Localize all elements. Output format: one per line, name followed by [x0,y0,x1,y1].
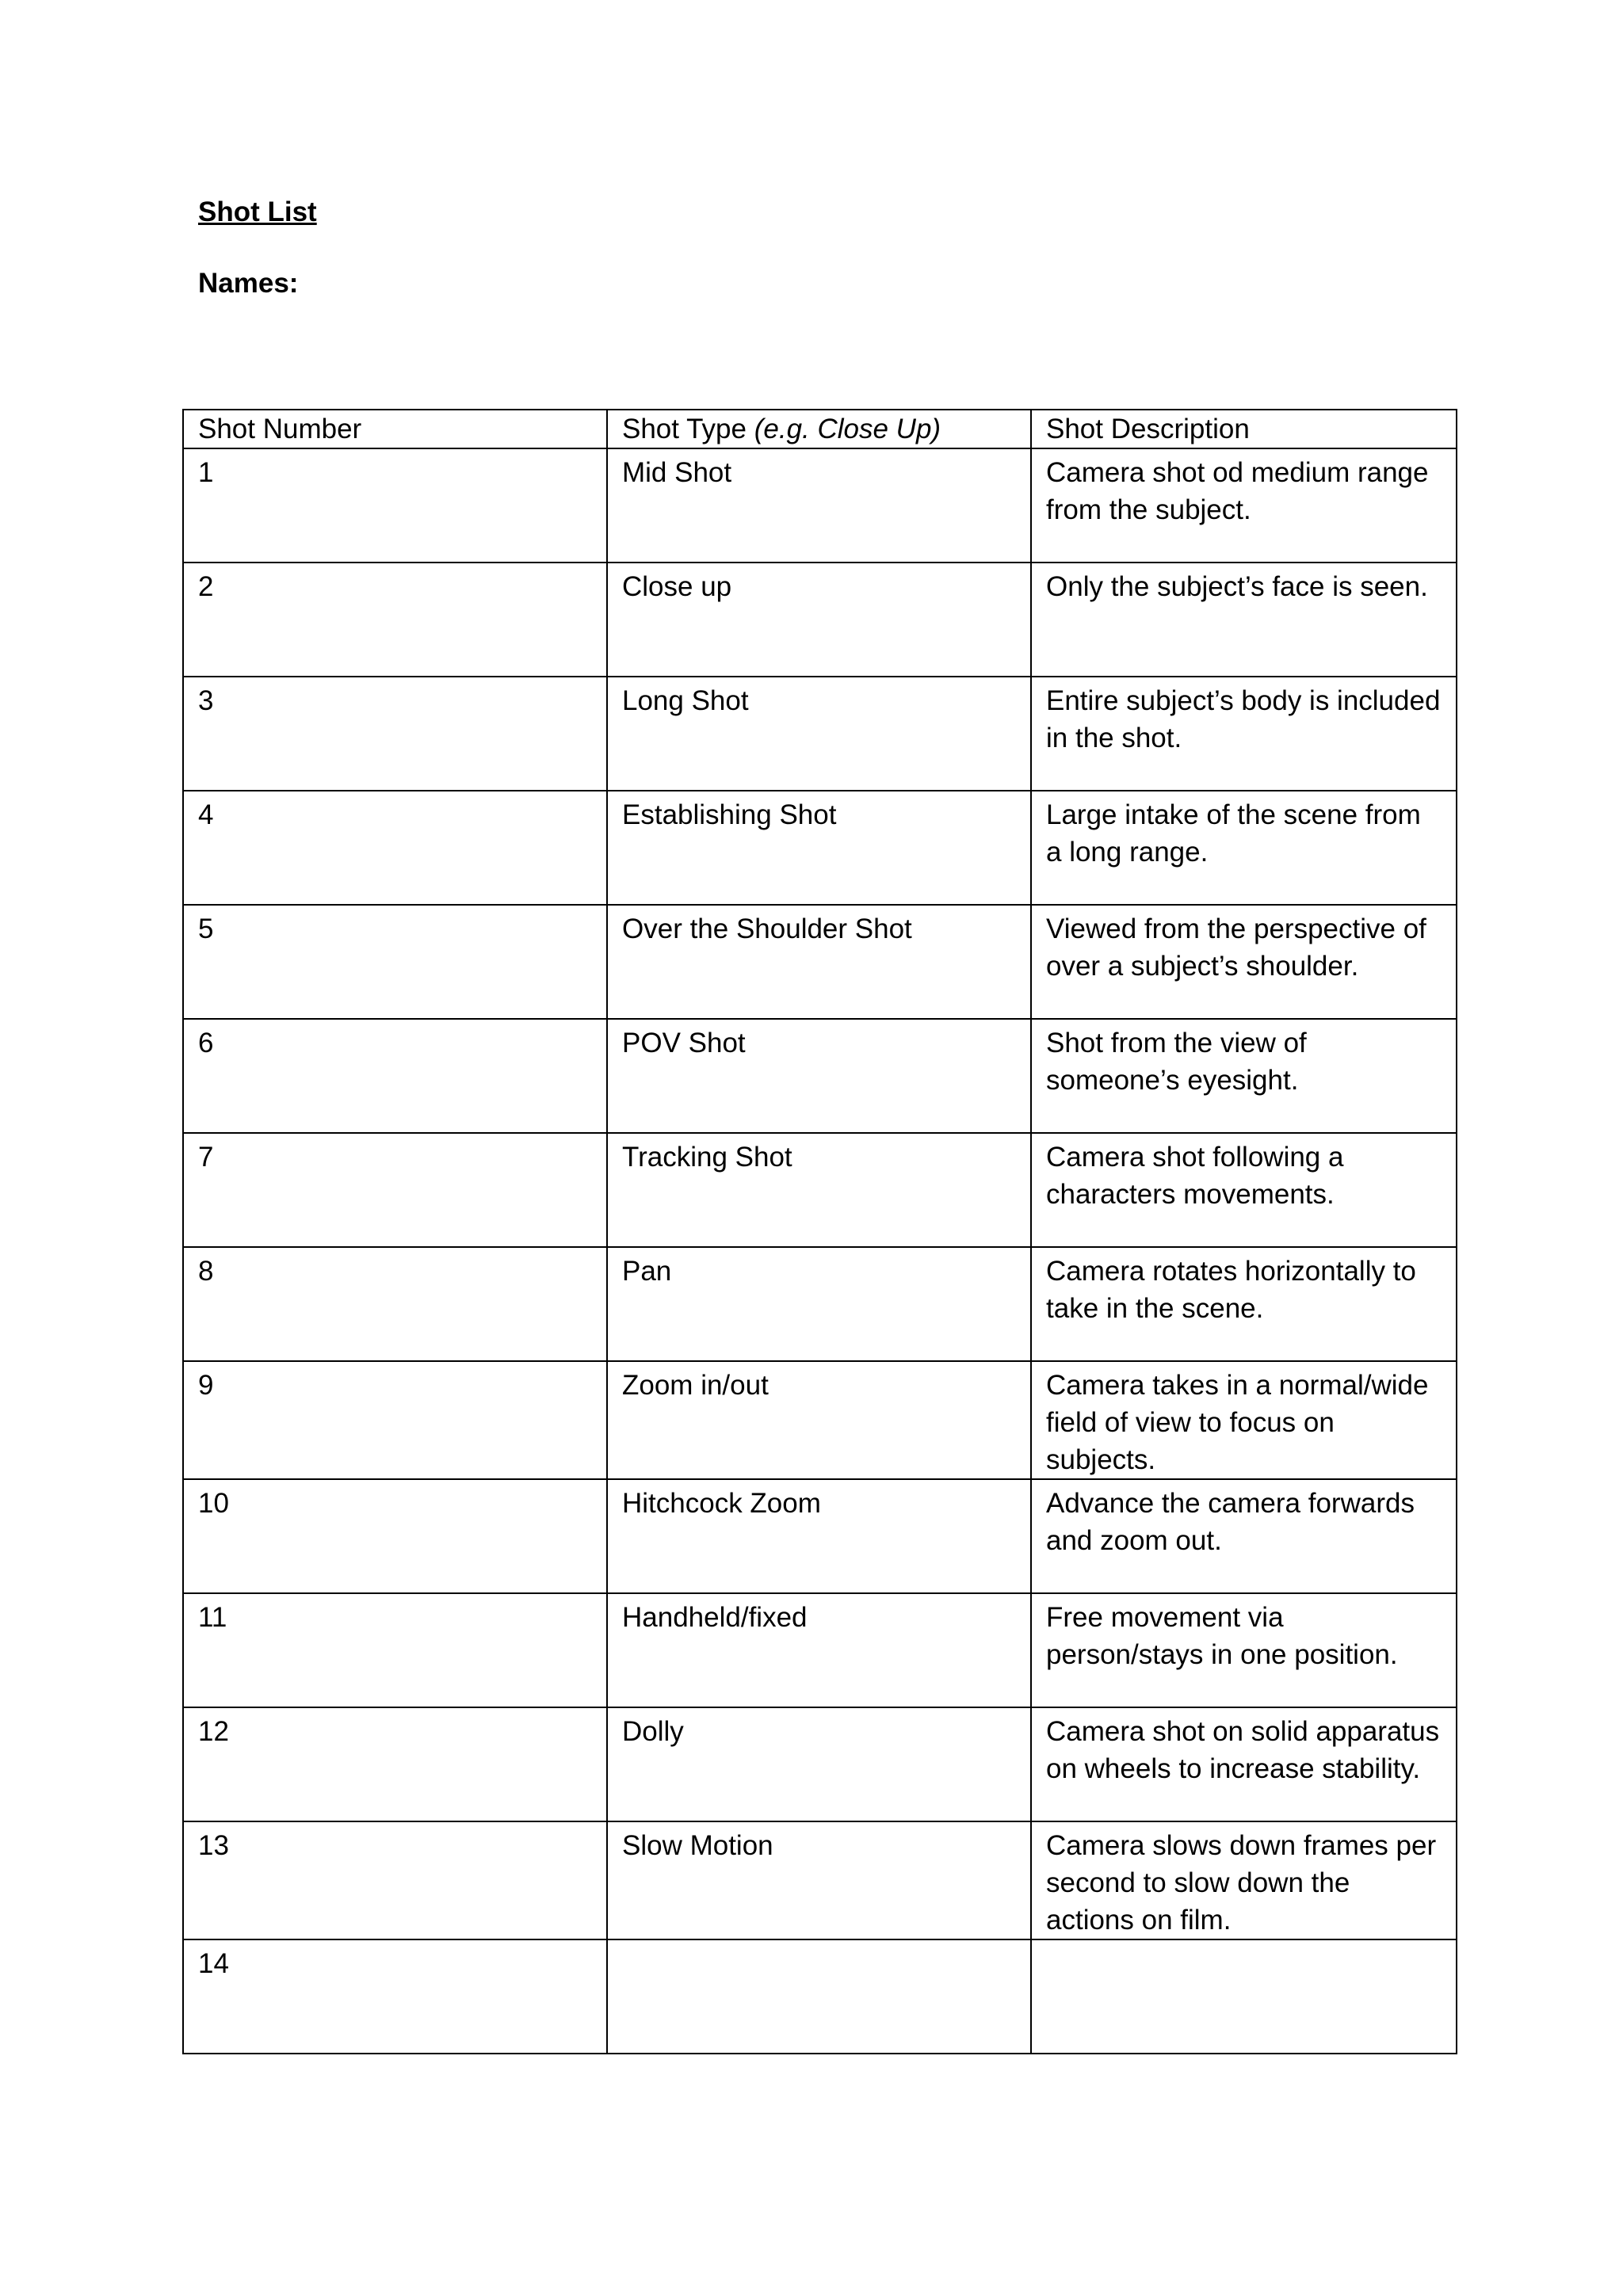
cell-shot-number: 14 [183,1939,607,2054]
cell-shot-type: Hitchcock Zoom [607,1479,1031,1593]
cell-shot-description [1031,1939,1457,2054]
cell-shot-type: Zoom in/out [607,1361,1031,1479]
cell-shot-type: Over the Shoulder Shot [607,905,1031,1019]
table-header-row [183,410,1457,448]
table-row [183,905,1457,1019]
cell-shot-type: Mid Shot [607,448,1031,563]
cell-shot-description: Camera slows down frames per second to slow down the actions on film. [1031,1821,1457,1939]
cell-shot-type: POV Shot [607,1019,1031,1133]
table-row [183,1133,1457,1247]
cell-shot-number: 3 [183,677,607,791]
table-row [183,1821,1457,1939]
shot-list-table [182,409,1457,2054]
cell-shot-number: 4 [183,791,607,905]
cell-shot-number: 1 [183,448,607,563]
table-row [183,563,1457,677]
cell-shot-description: Camera rotates horizontally to take in the scene. [1031,1247,1457,1361]
cell-shot-type: Pan [607,1247,1031,1361]
cell-shot-description: Camera takes in a normal/wide field of view to focus on subjects. [1031,1361,1457,1479]
cell-shot-number: 2 [183,563,607,677]
cell-shot-type [607,1939,1031,2054]
cell-shot-type: Close up [607,563,1031,677]
header-shot-type-label: Shot Type [622,414,747,444]
cell-shot-description: Only the subject’s face is seen. [1031,563,1457,677]
cell-shot-description: Entire subject’s body is included in the shot. [1031,677,1457,791]
cell-shot-number: 6 [183,1019,607,1133]
table-row [183,1593,1457,1707]
cell-shot-number: 11 [183,1593,607,1707]
cell-shot-description: Large intake of the scene from a long range. [1031,791,1457,905]
cell-shot-description: Camera shot od medium range from the subject. [1031,448,1457,563]
names-label: Names: [198,268,299,299]
cell-shot-description: Free movement via person/stays in one position. [1031,1593,1457,1707]
table-row [183,791,1457,905]
cell-shot-description: Shot from the view of someone’s eyesight. [1031,1019,1457,1133]
table-row [183,1019,1457,1133]
table-row [183,677,1457,791]
cell-shot-type: Handheld/fixed [607,1593,1031,1707]
header-shot-description: Shot Description [1031,410,1457,448]
header-shot-type [607,410,1031,448]
table-row [183,1479,1457,1593]
table-row [183,1247,1457,1361]
table-row [183,1939,1457,2054]
cell-shot-number: 5 [183,905,607,1019]
header-shot-number: Shot Number [183,410,607,448]
cell-shot-number: 10 [183,1479,607,1593]
cell-shot-description: Advance the camera forwards and zoom out. [1031,1479,1457,1593]
cell-shot-type: Long Shot [607,677,1031,791]
cell-shot-type: Establishing Shot [607,791,1031,905]
cell-shot-type: Dolly [607,1707,1031,1821]
cell-shot-number: 12 [183,1707,607,1821]
cell-shot-number: 8 [183,1247,607,1361]
cell-shot-description: Camera shot on solid apparatus on wheels to increase stability. [1031,1707,1457,1821]
cell-shot-type: Slow Motion [607,1821,1031,1939]
cell-shot-description: Camera shot following a characters movements. [1031,1133,1457,1247]
cell-shot-number: 7 [183,1133,607,1247]
header-shot-type-hint: (e.g. Close Up) [754,414,941,444]
table-row [183,1361,1457,1479]
table-row [183,448,1457,563]
page-title: Shot List [198,196,317,227]
cell-shot-type: Tracking Shot [607,1133,1031,1247]
cell-shot-number: 9 [183,1361,607,1479]
table-row [183,1707,1457,1821]
cell-shot-description: Viewed from the perspective of over a subject’s shoulder. [1031,905,1457,1019]
cell-shot-number: 13 [183,1821,607,1939]
